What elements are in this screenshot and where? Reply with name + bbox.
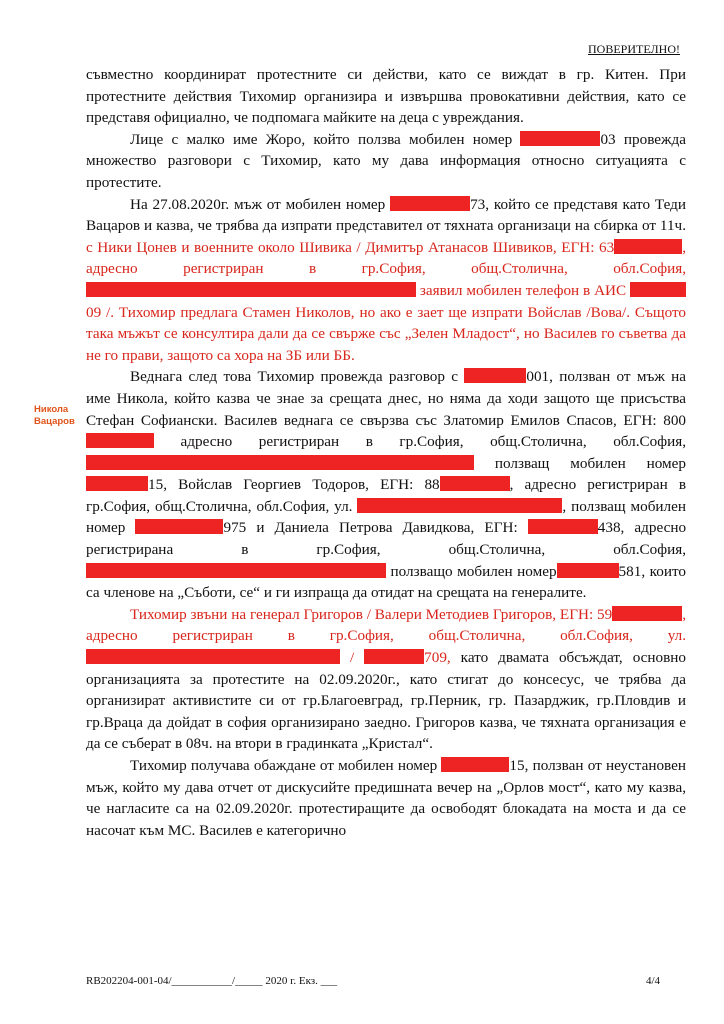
text: „Орлов мост“, като му казва, че нагласите са на 02.09.2020г. протестиращите да	[86, 778, 686, 818]
document-body	[86, 64, 686, 841]
redaction-box	[441, 757, 509, 772]
text: 03 провежда	[600, 130, 686, 148]
text: съвместно координират протестните си действи, като се виждат в гр. Китен. При	[86, 66, 686, 83]
highlighted-text: в АИС	[583, 281, 627, 299]
highlighted-text: Тихомир звъни на генерал Григоров / Валери Методиев Григоров, ЕГН:	[130, 605, 594, 623]
highlighted-text: 09 /. Тихомир предлага Стамен Николов, но ако е зает ще	[86, 303, 467, 321]
text: неустановен мъж, който му дава отчет от дискусийте предишната вечер на	[86, 757, 686, 796]
text: общ.Столична, обл.София,	[490, 433, 686, 451]
text: Веднага след това Тихомир провежда разговор с	[130, 368, 459, 386]
text: , адресно регистриран в гр.София, общ.Столична, обл.София, ул.	[86, 476, 686, 515]
text: мъж на име Никола, който казва че знае за срещата днес, но няма да ходи защото	[86, 368, 687, 407]
text: Теди Вацаров и казва, че трябва да изпрати представител от тяхната организаци	[86, 195, 686, 235]
text: протестите.	[86, 173, 162, 191]
text: 975 и Даниела	[223, 519, 329, 537]
redaction-box	[440, 476, 510, 491]
paragraph	[86, 366, 686, 604]
redaction-box	[614, 239, 682, 254]
text: като двамата обсъждат,	[460, 649, 623, 667]
paragraph	[86, 755, 686, 841]
highlighted-text: изпрати Войслав /Вова/. Същото така мъжът се консултира дали да се свърже със	[86, 303, 687, 343]
paragraph	[86, 194, 686, 367]
redaction-box	[357, 498, 562, 513]
highlighted-text: /	[349, 649, 355, 667]
text: ползващ мобилен номер	[494, 454, 687, 472]
redaction-box	[135, 519, 223, 534]
redaction-box	[86, 455, 474, 470]
text: Григоров казва, че тяхната организация е да се съберат в 08ч. на втори в	[86, 713, 686, 753]
text: 581, които са членове на „Съботи, се“ и ги изпраща да	[86, 562, 686, 602]
text: като се представя официално, че подпомага майките на деца с увреждания.	[86, 87, 686, 127]
margin-annotation-line: Вацаров	[34, 416, 75, 427]
highlighted-text: „Зелен Младост“, но Василев го съветва да не го прави, защото са хора на ЗБ или	[86, 325, 687, 364]
highlighted-text: 59	[597, 605, 613, 623]
highlighted-text: заявил мобилен телефон	[419, 281, 580, 299]
redaction-box	[86, 282, 416, 297]
highlighted-text: , адресно регистриран в гр.София, общ.Столична, обл.София, ул.	[86, 605, 687, 645]
text: мобилен номер	[457, 562, 557, 580]
redaction-box	[528, 519, 598, 534]
text: основно организацията за протестите на 02.09.2020г., като стигат до консесус, че	[86, 649, 687, 688]
redaction-box	[630, 282, 686, 297]
text: Тихомир получава обаждане от мобилен номер	[130, 757, 438, 774]
text: 15, Войслав Георгиев Тодоров, ЕГН:	[148, 476, 414, 494]
redaction-box	[390, 196, 470, 211]
text: , ползващ мобилен номер	[86, 497, 687, 537]
margin-annotation-line: Никола	[34, 404, 69, 415]
page-number: 4/4	[645, 975, 660, 987]
text: трябва да организират активистите си от гр.Благоевград, гр.Перник, гр.	[86, 670, 687, 710]
text: Петрова Давидкова, ЕГН:	[339, 519, 518, 537]
redaction-box	[364, 649, 424, 664]
text: ползващо	[390, 562, 453, 580]
redaction-box	[86, 649, 340, 664]
text: 15, ползван от	[509, 757, 602, 774]
text: 88	[424, 476, 440, 494]
redaction-box	[612, 606, 682, 621]
classification-mark: ПОВЕРИТЕЛНО!	[588, 42, 680, 56]
text: на сбирка от 11ч.	[574, 217, 686, 235]
text: Лице с малко име Жоро, който ползва мобилен номер	[130, 130, 513, 148]
text: На 27.08.2020г. мъж от мобилен номер	[130, 195, 386, 213]
text: 73, който се представя като	[470, 195, 651, 213]
redaction-box	[86, 563, 386, 578]
text: 001, ползван от	[526, 368, 631, 386]
margin-annotation	[34, 404, 94, 428]
redaction-box	[86, 433, 154, 448]
document-reference: RB202204-001-04/___________/_____ 2020 г. Екз. ___	[86, 975, 338, 987]
highlighted-text: 709,	[424, 649, 451, 667]
paragraph	[86, 129, 686, 194]
redaction-box	[86, 476, 148, 491]
text: ще присъства Стефан Софиански. Василев веднага се свързва със Златомир	[86, 389, 687, 429]
redaction-box	[557, 563, 619, 578]
paragraph	[86, 64, 686, 129]
text: протестните действия Тихомир организира и извършва провокативни действия,	[86, 87, 630, 105]
text: градинката „Кристал“.	[286, 735, 433, 753]
text: освободят блокадата на моста и да се насочат към МС. Василев е категорично	[86, 800, 687, 839]
highlighted-text: Шивиков, ЕГН: 63	[492, 238, 615, 256]
highlighted-text: ББ.	[333, 346, 355, 364]
text: общ.Столична, обл.София,	[448, 541, 686, 559]
highlighted-text: с Ники Цонев и военните около Шивика / Димитър Атанасов	[86, 238, 489, 256]
redaction-box	[464, 368, 526, 383]
paragraph	[86, 604, 686, 755]
text: 438, адресно регистрирана в гр.София,	[86, 519, 687, 559]
text: Емилов Спасов, ЕГН: 800	[510, 411, 687, 429]
text: адресно регистриран в гр.София,	[180, 433, 464, 451]
highlighted-text: , адресно регистриран в гр.София, общ.Столична,	[86, 238, 686, 278]
text: множество разговори с Тихомир, като му дава информация относно ситуацията с	[86, 152, 686, 170]
redaction-box	[520, 131, 600, 146]
highlighted-text: обл.София,	[613, 260, 686, 278]
text: отидат на срещата на генералите.	[371, 584, 587, 602]
text: Пазарджик, гр.Пловдив и гр.Враца да дойдат в софия организирано заедно.	[86, 692, 687, 731]
